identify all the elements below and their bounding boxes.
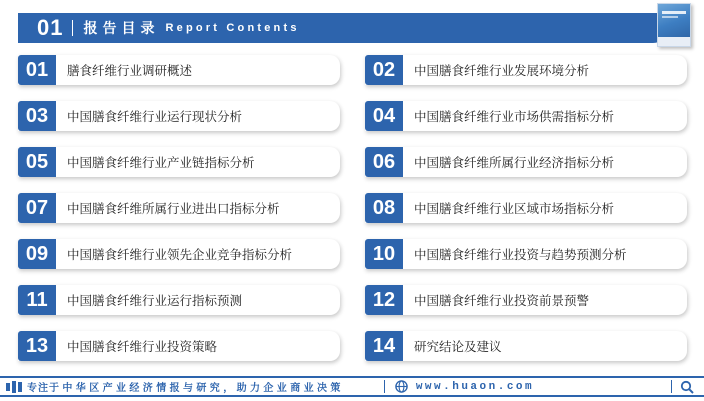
toc-number: 10 <box>365 239 403 269</box>
footer-logo-text: 专注 <box>27 383 49 394</box>
footer-divider <box>671 380 672 393</box>
toc-item-02[interactable] <box>365 55 687 85</box>
toc-label: 中国膳食纤维行业投资前景预警 <box>414 293 590 308</box>
cover-title-bar <box>662 11 686 14</box>
toc-item-04[interactable] <box>365 101 687 131</box>
globe-icon <box>395 380 408 393</box>
toc-label: 中国膳食纤维行业运行指标预测 <box>67 293 243 308</box>
toc-item-09[interactable] <box>18 239 340 269</box>
toc-number: 13 <box>18 331 56 361</box>
toc-item-12[interactable] <box>365 285 687 315</box>
toc-number: 04 <box>365 101 403 131</box>
toc-label: 中国膳食纤维行业产业链指标分析 <box>67 155 255 170</box>
header-banner <box>18 13 668 43</box>
cover-subtitle-bar <box>662 16 678 18</box>
toc-label: 中国膳食纤维行业发展环境分析 <box>414 63 590 78</box>
toc-number: 14 <box>365 331 403 361</box>
logo-icon <box>6 380 24 394</box>
page-title: 报告目录 <box>83 21 160 37</box>
page-subtitle: Report Contents <box>165 22 300 34</box>
toc-label: 中国膳食纤维行业领先企业竞争指标分析 <box>67 247 293 262</box>
toc-number: 03 <box>18 101 56 131</box>
report-cover-thumbnail <box>657 3 691 47</box>
toc-number: 07 <box>18 193 56 223</box>
footer-divider <box>384 380 385 393</box>
toc-label: 中国膳食纤维行业投资与趋势预测分析 <box>414 247 627 262</box>
toc-item-11[interactable] <box>18 285 340 315</box>
toc-label: 中国膳食纤维行业区域市场指标分析 <box>414 201 615 216</box>
toc-number: 09 <box>18 239 56 269</box>
toc-item-13[interactable] <box>18 331 340 361</box>
header-divider <box>72 20 73 36</box>
toc-item-14[interactable] <box>365 331 687 361</box>
toc-number: 05 <box>18 147 56 177</box>
website-link[interactable]: www.huaon.com <box>415 380 535 393</box>
toc-item-06[interactable] <box>365 147 687 177</box>
toc-item-05[interactable] <box>18 147 340 177</box>
toc-item-08[interactable] <box>365 193 687 223</box>
toc-label: 中国膳食纤维行业运行现状分析 <box>67 109 243 124</box>
toc-number: 12 <box>365 285 403 315</box>
footer-slogan: 于中华区产业经济情报与研究，助力企业商业决策 <box>49 383 344 394</box>
toc-item-07[interactable] <box>18 193 340 223</box>
toc-number: 06 <box>365 147 403 177</box>
toc-number: 01 <box>18 55 56 85</box>
toc-label: 膳食纤维行业调研概述 <box>67 63 193 78</box>
toc-number: 02 <box>365 55 403 85</box>
toc-label: 中国膳食纤维行业市场供需指标分析 <box>414 109 615 124</box>
footer-bar <box>0 376 704 397</box>
toc-item-03[interactable] <box>18 101 340 131</box>
toc-label: 中国膳食纤维行业投资策略 <box>67 339 218 354</box>
toc-label: 中国膳食纤维所属行业经济指标分析 <box>414 155 615 170</box>
toc-number: 11 <box>18 285 56 315</box>
toc-number: 08 <box>365 193 403 223</box>
cover-band <box>658 37 690 46</box>
toc-item-01[interactable] <box>18 55 340 85</box>
toc-item-10[interactable] <box>365 239 687 269</box>
toc-label: 中国膳食纤维所属行业进出口指标分析 <box>67 201 280 216</box>
search-icon[interactable] <box>680 380 694 394</box>
toc-label: 研究结论及建议 <box>414 339 502 354</box>
section-number: 01 <box>37 15 64 40</box>
